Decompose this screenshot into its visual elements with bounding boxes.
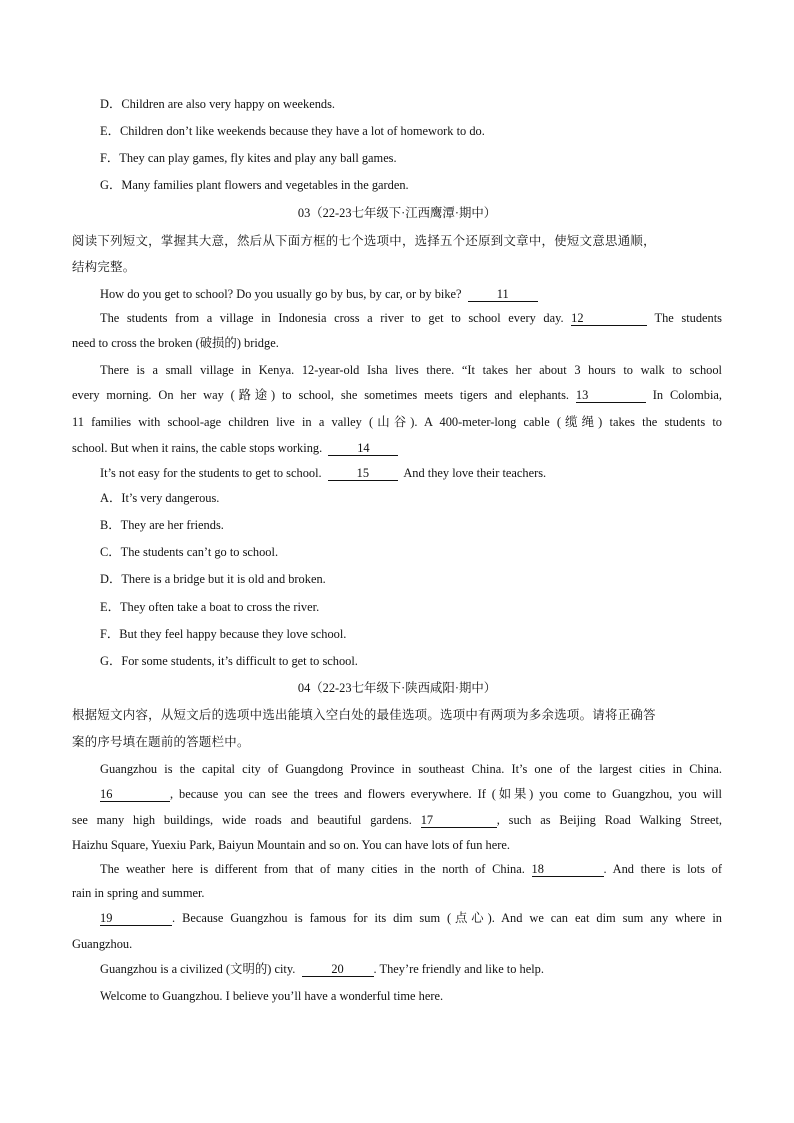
text: Guangzhou is a civilized (文明的) city. (100, 962, 296, 976)
s03-paragraph-4 (100, 465, 722, 481)
option-g: G．Many families plant flowers and vegetables in the garden. (100, 178, 409, 192)
s03-option-b: B．They are her friends. (100, 518, 224, 532)
s03-option-c: C．The students can’t go to school. (100, 545, 279, 559)
s03-paragraph-2-line1 (100, 310, 722, 326)
s04-paragraph-4 (100, 961, 722, 977)
s03-option-a: A．It’s very dangerous. (100, 491, 220, 505)
section-03-header: 03（22-23七年级下·江西鹰潭·期中） (297, 206, 497, 220)
answer-blank-15[interactable]: 15 (328, 467, 398, 481)
section-03-instruction-line1: 阅读下列短文，掌握其大意，然后从下面方框的七个选项中，选择五个还原到文章中，使短文意思通顺， (72, 234, 656, 248)
answer-blank-14[interactable]: 14 (328, 442, 398, 456)
s04-paragraph-5: Welcome to Guangzhou. I believe you’ll have a wonderful time here. (100, 989, 444, 1003)
s03-option-g: G．For some students, it’s difficult to get to school. (100, 654, 358, 668)
answer-blank-18[interactable]: 18 (532, 863, 604, 877)
option-f: F．They can play games, fly kites and play any ball games. (100, 151, 397, 165)
s04-paragraph-3-line2: Guangzhou. (72, 937, 133, 951)
s04-paragraph-3-line1 (100, 910, 722, 926)
s03-option-e: E．They often take a boat to cross the river. (100, 600, 320, 614)
section-04-instruction-line2: 案的序号填在题前的答题栏中。 (72, 735, 250, 749)
s04-paragraph-2-line1 (100, 861, 722, 877)
text: In Colombia, (652, 388, 722, 402)
text: . And there is lots of (603, 862, 722, 876)
text: see many high buildings, wide roads and beautiful gardens. (72, 813, 412, 827)
answer-blank-13[interactable]: 13 (576, 389, 646, 403)
s04-paragraph-2-line2: rain in spring and summer. (72, 886, 205, 900)
s03-paragraph-3-line1: There is a small village in Kenya. 12-year-old Isha lives there. “It takes her about 3 hours to walk to school (100, 363, 722, 377)
text: The students from a village in Indonesia cross a river to get to school every day. (100, 311, 564, 325)
text: every morning. On her way (路途) to school, she sometimes meets tigers and elephants. (72, 388, 570, 402)
text: The weather here is different from that of many cities in the north of China. (100, 862, 525, 876)
text: And they love their teachers. (403, 466, 547, 480)
s04-paragraph-1-line1: Guangzhou is the capital city of Guangdong Province in southeast China. It’s one of the largest cities in China. (100, 762, 722, 776)
text: , such as Beijing Road Walking Street, (496, 813, 722, 827)
s03-paragraph-3-line4 (72, 440, 722, 456)
option-e: E．Children don’t like weekends because they have a lot of homework to do. (100, 124, 485, 138)
text: The students (654, 311, 722, 325)
answer-blank-11[interactable]: 11 (468, 288, 538, 302)
section-04-instruction-line1: 根据短文内容，从短文后的选项中选出能填入空白处的最佳选项。选项中有两项为多余选项。请将正确答 (72, 708, 656, 722)
s03-paragraph-2-line2: need to cross the broken (破损的) bridge. (72, 336, 279, 350)
s04-paragraph-1-line4: Haizhu Square, Yuexiu Park, Baiyun Mountain and so on. You can have lots of fun here. (72, 838, 510, 852)
s03-option-d: D．There is a bridge but it is old and broken. (100, 572, 326, 586)
section-03-instruction-line2: 结构完整。 (72, 260, 136, 274)
answer-blank-12[interactable]: 12 (571, 312, 647, 326)
text: How do you get to school? Do you usually go by bus, by car, or by bike? (100, 287, 462, 301)
s03-paragraph-1 (100, 286, 722, 302)
s03-option-f: F．But they feel happy because they love school. (100, 627, 347, 641)
answer-blank-17[interactable]: 17 (421, 814, 497, 828)
section-04-header: 04（22-23七年级下·陕西咸阳·期中） (297, 681, 497, 695)
answer-blank-16[interactable]: 16 (100, 788, 170, 802)
option-d: D．Children are also very happy on weekends. (100, 97, 336, 111)
s03-paragraph-3-line2 (72, 387, 722, 403)
text: It’s not easy for the students to get to school. (100, 466, 322, 480)
answer-blank-19[interactable]: 19 (100, 912, 172, 926)
text: school. But when it rains, the cable stops working. (72, 441, 323, 455)
s04-paragraph-1-line2 (100, 786, 722, 802)
text: . They’re friendly and like to help. (373, 962, 544, 976)
text: . Because Guangzhou is famous for its dim sum (点心). And we can eat dim sum any where in (172, 911, 722, 925)
s04-paragraph-1-line3 (72, 812, 722, 828)
answer-blank-20[interactable]: 20 (302, 963, 374, 977)
text: , because you can see the trees and flowers everywhere. If (如果) you come to Guangzhou, you will (170, 787, 722, 801)
s03-paragraph-3-line3: 11 families with school-age children live in a valley (山谷). A 400-meter-long cable (缆绳) takes the students to (72, 415, 722, 429)
